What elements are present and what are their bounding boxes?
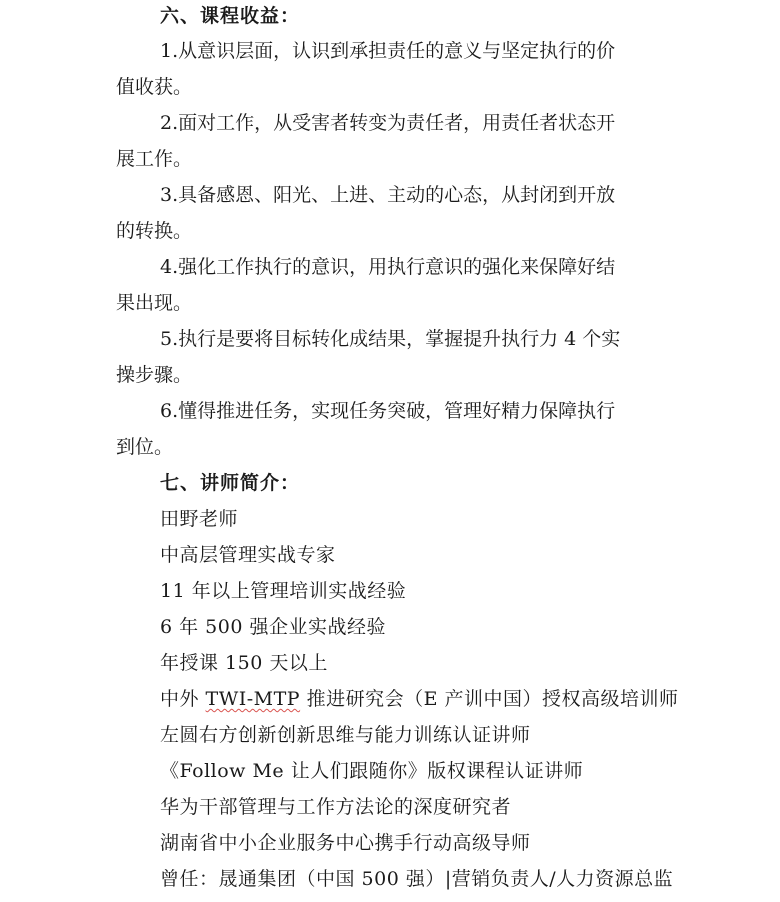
benefit-4-line-2: 果出现。 [116,292,193,314]
benefit-1-line-1: 1.从意识层面，认识到承担责任的意义与坚定执行的价 [160,40,616,62]
lecturer-follow-me-certification: 《Follow Me 让人们跟随你》版权课程认证讲师 [160,760,584,782]
lecturer-enterprise-experience: 6 年 500 强企业实战经验 [160,616,386,638]
lecturer-innovation-certification: 左圆右方创新创新思维与能力训练认证讲师 [160,724,531,746]
section-6-heading: 六、课程收益： [160,5,301,27]
benefit-4-line-1: 4.强化工作执行的意识，用执行意识的强化来保障好结 [160,256,616,278]
lecturer-twi-certification [160,687,679,711]
section-7-heading: 七、讲师简介： [160,472,301,494]
benefit-6-line-2: 到位。 [116,436,174,458]
lecturer-former-position: 曾任：晟通集团（中国 500 强）|营销负责人/人力资源总监 [160,868,674,890]
twi-prefix: 中外 [160,688,206,710]
lecturer-experience: 11 年以上管理培训实战经验 [160,580,407,602]
benefit-6-line-1: 6.懂得推进任务，实现任务突破，管理好精力保障执行 [160,400,616,422]
benefit-1-line-2: 值收获。 [116,76,193,98]
twi-rest: 推进研究会（E 产训中国）授权高级培训师 [300,688,679,710]
lecturer-hunan-mentor: 湖南省中小企业服务中心携手行动高级导师 [160,832,531,854]
benefit-2-line-1: 2.面对工作，从受害者转变为责任者，用责任者状态开 [160,112,616,134]
benefit-3-line-2: 的转换。 [116,220,193,242]
lecturer-huawei-research: 华为干部管理与工作方法论的深度研究者 [160,796,512,818]
benefit-5-line-1: 5.执行是要将目标转化成结果，掌握提升执行力 4 个实 [160,328,621,350]
twi-term: TWI-MTP [205,688,301,710]
lecturer-name: 田野老师 [160,508,239,530]
lecturer-title: 中高层管理实战专家 [160,544,336,566]
benefit-3-line-1: 3.具备感恩、阳光、上进、主动的心态，从封闭到开放 [160,184,616,206]
lecturer-teaching-days: 年授课 150 天以上 [160,652,328,674]
benefit-5-line-2: 操步骤。 [116,364,193,386]
benefit-2-line-2: 展工作。 [116,148,193,170]
